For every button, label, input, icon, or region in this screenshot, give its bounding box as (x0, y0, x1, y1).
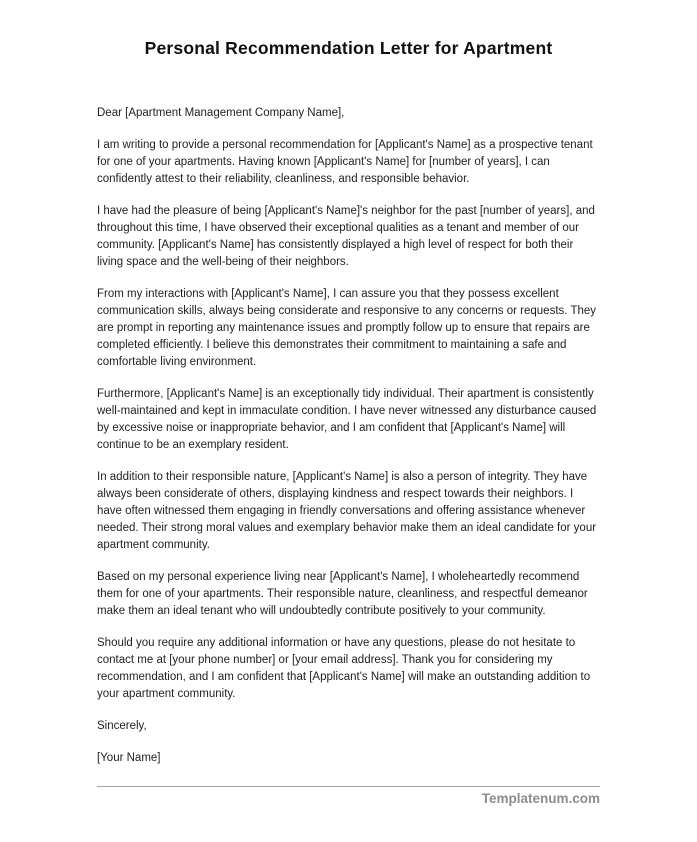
watermark-text: Templatenum.com (481, 791, 600, 806)
page-footer (97, 786, 600, 806)
closing: Sincerely, (97, 720, 147, 732)
letter-paragraph: Should you require any additional information or have any questions, please do not hesitate to contact me at [your phone number] or [your email address]. Thank you for considering my recommendation, and I am confident that [Applicant's Name] will make an outstanding addition to your apartment community. (97, 637, 591, 700)
letter-paragraph: I have had the pleasure of being [Applicant's Name]'s neighbor for the past [number of years], and throughout this time, I have observed their exceptional qualities as a tenant and member of our community. [Applicant's Name] has consistently displayed a high level of respect for both their living space and the well-being of their neighbors. (97, 205, 595, 268)
signature-placeholder: [Your Name] (97, 752, 161, 764)
footer-divider (97, 786, 600, 787)
letter-paragraph: Furthermore, [Applicant's Name] is an exceptionally tidy individual. Their apartment is consistently well-maintained and kept in immaculate condition. I have never witnessed any disturbance caused by excessive noise or inappropriate behavior, and I am confident that [Applicant's Name] will continue to be an exemplary resident. (97, 388, 597, 451)
letter-paragraph: From my interactions with [Applicant's Name], I can assure you that they possess excellent communication skills, always being considerate and responsive to any concerns or requests. They are prompt in reporting any maintenance issues and promptly follow up to ensure that repairs are completed efficiently. I believe this demonstrates their commitment to maintaining a safe and comfortable living environment. (97, 288, 597, 368)
letter-paragraph: In addition to their responsible nature, [Applicant's Name] is also a person of integrity. They have always been considerate of others, displaying kindness and respect towards their neighbors. I have often witnessed them engaging in friendly conversations and offering assistance whenever needed. Their strong moral values and exemplary behavior make them an ideal candidate for your apartment community. (97, 471, 597, 551)
letter-paragraphs (97, 137, 600, 703)
page-title: Personal Recommendation Letter for Apartment (144, 38, 553, 58)
letter-paragraph: I am writing to provide a personal recommendation for [Applicant's Name] as a prospective tenant for one of your apartments. Having known [Applicant's Name] for [number of years], I can confidently attest to their reliability, cleanliness, and responsible behavior. (97, 139, 593, 185)
salutation: Dear [Apartment Management Company Name], (97, 107, 345, 119)
letter-body (97, 105, 600, 767)
letter-paragraph: Based on my personal experience living near [Applicant's Name], I wholeheartedly recommend them for one of your apartments. Their responsible nature, cleanliness, and respectful demeanor make them an ideal tenant who will undoubtedly contribute positively to your community. (97, 571, 588, 617)
